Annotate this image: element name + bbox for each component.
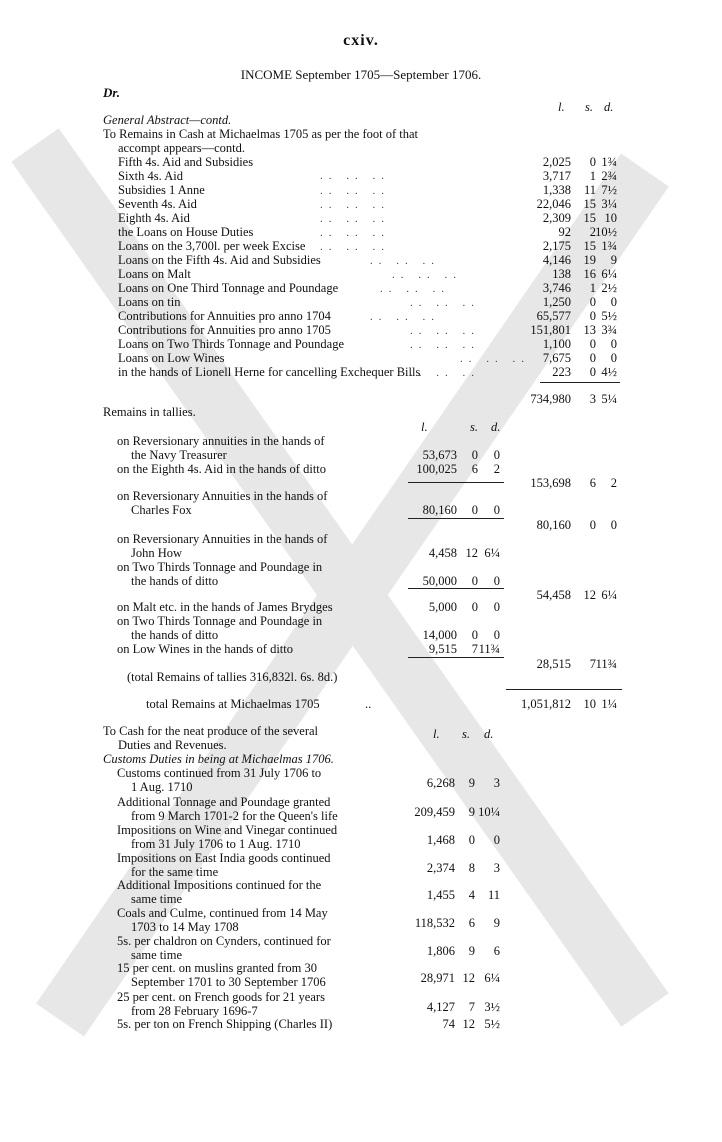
customs-line: Coals and Culme, continued from 14 May bbox=[117, 906, 328, 920]
tally-amount-pence: 0 bbox=[493, 503, 500, 517]
tally-subtotal-shillings: 12 bbox=[583, 588, 596, 602]
cash-item-label: Loans on the Fifth 4s. Aid and Subsidies bbox=[118, 253, 321, 267]
leader-dots: .. .. .. bbox=[460, 353, 530, 365]
tally-amount-pence: 0 bbox=[493, 600, 500, 614]
customs-amount-pence: 10¼ bbox=[478, 805, 500, 819]
cash-item-shillings: 15 bbox=[583, 239, 596, 253]
cash-item-label: Loans on Two Thirds Tonnage and Poundage bbox=[118, 337, 345, 351]
tally-amount-pence: 2 bbox=[493, 462, 500, 476]
tally-subtotal-pence: 2 bbox=[610, 476, 617, 490]
tally-line: on Reversionary annuities in the hands of bbox=[117, 434, 325, 448]
cash-item-pence: 2½ bbox=[601, 281, 617, 295]
customs-line: Impositions on Wine and Vinegar continued bbox=[117, 823, 338, 837]
sum-rule bbox=[408, 482, 504, 483]
leader-dots: .. .. .. bbox=[320, 170, 390, 182]
remains-total-dots: .. bbox=[365, 697, 372, 711]
customs-line: Additional Tonnage and Poundage granted bbox=[117, 795, 331, 809]
tally-line: on Malt etc. in the hands of James Brydges bbox=[117, 600, 333, 614]
tally-amount-shillings: 0 bbox=[471, 628, 478, 642]
cash-item-pounds: 2,309 bbox=[542, 211, 571, 225]
cash-total-pence: 5¼ bbox=[601, 392, 617, 406]
customs-line: 25 per cent. on French goods for 21 years bbox=[117, 990, 325, 1004]
cash-item-shillings: 15 bbox=[583, 211, 596, 225]
customs-amount-pounds: 6,268 bbox=[426, 776, 455, 790]
customs-amount-shillings: 9 bbox=[468, 776, 475, 790]
cash-item-pence: 2¾ bbox=[601, 169, 617, 183]
cash-item-pounds: 151,801 bbox=[530, 323, 571, 337]
tally-line: on Two Thirds Tonnage and Poundage in bbox=[117, 560, 323, 574]
cash-item-shillings: 15 bbox=[583, 197, 596, 211]
col-head-s: s. bbox=[585, 100, 593, 114]
customs-amount-pounds: 4,127 bbox=[426, 1000, 455, 1014]
cash-item-pence: 10½ bbox=[595, 225, 617, 239]
tally-amount-shillings: 6 bbox=[471, 462, 478, 476]
tally-amount-pence: 0 bbox=[493, 448, 500, 462]
dr-label: Dr. bbox=[103, 85, 120, 100]
leader-dots: .. .. .. bbox=[320, 185, 390, 197]
customs-amount-shillings: 12 bbox=[462, 971, 475, 985]
remains-total-shillings: 10 bbox=[583, 697, 596, 711]
cash-item-pounds: 1,250 bbox=[542, 295, 571, 309]
customs-line: September 1701 to 30 September 1706 bbox=[131, 975, 326, 989]
cash-item-shillings: 1 bbox=[589, 169, 596, 183]
cash-item-label: Loans on tin bbox=[118, 295, 181, 309]
section-heading: General Abstract—contd. bbox=[103, 113, 232, 127]
customs-amount-pounds: 1,806 bbox=[426, 944, 455, 958]
customs-amount-pounds: 1,468 bbox=[426, 833, 455, 847]
tally-subtotal-shillings: 6 bbox=[589, 476, 596, 490]
leader-dots: .. .. .. bbox=[370, 311, 440, 323]
cash-item-pence: 9 bbox=[610, 253, 617, 267]
cash-item-pence: 3¼ bbox=[601, 197, 617, 211]
tally-amount-pounds: 100,025 bbox=[416, 462, 457, 476]
cash-produce-cont: Duties and Revenues. bbox=[118, 738, 227, 752]
customs-amount-pence: 6 bbox=[493, 944, 500, 958]
col-head-l: l. bbox=[558, 100, 565, 114]
tallies-heading: Remains in tallies. bbox=[103, 405, 196, 419]
cash-item-pence: 3¾ bbox=[601, 323, 617, 337]
tally-line: on Low Wines in the hands of ditto bbox=[117, 642, 293, 656]
customs-line: same time bbox=[131, 948, 183, 962]
tally-amount-pence: 6¼ bbox=[484, 546, 500, 560]
tally-line: Charles Fox bbox=[131, 503, 192, 517]
cash-item-label: Eighth 4s. Aid bbox=[118, 211, 190, 225]
tally-amount-pounds: 5,000 bbox=[428, 600, 457, 614]
cash-item-shillings: 0 bbox=[589, 351, 596, 365]
customs-amount-shillings: 9 bbox=[468, 944, 475, 958]
produce-col-head-l: l. bbox=[433, 727, 440, 741]
tally-amount-pence: 0 bbox=[493, 628, 500, 642]
customs-line: from 9 March 1701-2 for the Queen's life bbox=[131, 809, 338, 823]
customs-amount-pounds: 1,455 bbox=[426, 888, 455, 902]
cash-item-pounds: 22,046 bbox=[536, 197, 571, 211]
cash-item-pence: 0 bbox=[610, 295, 617, 309]
cash-item-pence: 1¾ bbox=[601, 155, 617, 169]
cash-item-label: Subsidies 1 Anne bbox=[118, 183, 205, 197]
tally-line: on Two Thirds Tonnage and Poundage in bbox=[117, 614, 323, 628]
tally-subtotal-pence: 6¼ bbox=[601, 588, 617, 602]
tally-line: John How bbox=[131, 546, 183, 560]
cash-item-pence: 7½ bbox=[601, 183, 617, 197]
cash-item-pounds: 7,675 bbox=[542, 351, 571, 365]
customs-amount-pounds: 2,374 bbox=[426, 861, 455, 875]
customs-line: Customs continued from 31 July 1706 to bbox=[117, 766, 322, 780]
cash-item-shillings: 0 bbox=[589, 295, 596, 309]
leader-dots: .. .. .. bbox=[320, 227, 390, 239]
customs-line: same time bbox=[131, 892, 183, 906]
tally-amount-pounds: 53,673 bbox=[422, 448, 457, 462]
sum-rule bbox=[408, 657, 504, 658]
cash-item-pounds: 2,025 bbox=[542, 155, 571, 169]
tally-amount-pounds: 4,458 bbox=[428, 546, 457, 560]
cash-item-label: Loans on the 3,700l. per week Excise bbox=[118, 239, 306, 253]
tally-subtotal-shillings: 7 bbox=[589, 657, 596, 671]
cash-item-pounds: 65,577 bbox=[536, 309, 571, 323]
cash-item-shillings: 0 bbox=[589, 337, 596, 351]
produce-col-head-d: d. bbox=[484, 727, 494, 741]
tally-line: the hands of ditto bbox=[131, 628, 219, 642]
customs-amount-shillings: 4 bbox=[468, 888, 475, 902]
tally-amount-shillings: 0 bbox=[471, 448, 478, 462]
customs-amount-pence: 11 bbox=[487, 888, 500, 902]
cash-item-pounds: 3,717 bbox=[542, 169, 571, 183]
cash-item-label: Loans on Low Wines bbox=[118, 351, 225, 365]
cash-item-pounds: 1,100 bbox=[542, 337, 571, 351]
tally-amount-pounds: 14,000 bbox=[422, 628, 457, 642]
tally-subtotal-pounds: 153,698 bbox=[530, 476, 571, 490]
customs-line: 5s. per chaldron on Cynders, continued for bbox=[117, 934, 331, 948]
cash-total-pounds: 734,980 bbox=[530, 392, 571, 406]
customs-line: from 28 February 1696-7 bbox=[131, 1004, 258, 1018]
customs-amount-shillings: 12 bbox=[462, 1017, 475, 1031]
cash-item-shillings: 0 bbox=[589, 155, 596, 169]
leader-dots: .. .. .. bbox=[320, 199, 390, 211]
remains-intro: To Remains in Cash at Michaelmas 1705 as per the foot of that bbox=[103, 127, 419, 141]
cash-item-shillings: 16 bbox=[583, 267, 596, 281]
cash-item-pence: 0 bbox=[610, 337, 617, 351]
customs-line: 1703 to 14 May 1708 bbox=[131, 920, 239, 934]
cash-item-label: Contributions for Annuities pro anno 1704 bbox=[118, 309, 331, 323]
cash-item-pence: 4½ bbox=[601, 365, 617, 379]
tally-col-head-l: l. bbox=[421, 420, 428, 434]
customs-line: from 31 July 1706 to 1 Aug. 1710 bbox=[131, 837, 301, 851]
customs-amount-pounds: 28,971 bbox=[420, 971, 455, 985]
sum-rule bbox=[408, 518, 504, 519]
tally-amount-pence: 11¾ bbox=[478, 642, 500, 656]
cash-item-label: Loans on One Third Tonnage and Poundage bbox=[118, 281, 339, 295]
tally-amount-shillings: 0 bbox=[471, 600, 478, 614]
tally-amount-pence: 0 bbox=[493, 574, 500, 588]
customs-amount-shillings: 7 bbox=[468, 1000, 475, 1014]
tally-line: on Reversionary Annuities in the hands of bbox=[117, 532, 328, 546]
tally-col-head-d: d. bbox=[491, 420, 501, 434]
cash-item-shillings: 11 bbox=[583, 183, 596, 197]
cash-item-pence: 1¾ bbox=[601, 239, 617, 253]
tally-amount-shillings: 0 bbox=[471, 503, 478, 517]
cash-produce: To Cash for the neat produce of the several bbox=[103, 724, 319, 738]
tally-col-head-s: s. bbox=[470, 420, 478, 434]
tally-subtotal-pounds: 80,160 bbox=[536, 518, 571, 532]
cash-item-pounds: 3,746 bbox=[542, 281, 571, 295]
tally-line: on the Eighth 4s. Aid in the hands of ditto bbox=[117, 462, 327, 476]
cash-item-shillings: 2 bbox=[589, 225, 596, 239]
customs-amount-pence: 3 bbox=[493, 776, 500, 790]
customs-line: for the same time bbox=[131, 865, 219, 879]
customs-amount-pounds: 74 bbox=[442, 1017, 455, 1031]
leader-dots: .. .. .. bbox=[320, 241, 390, 253]
tallies-total-note: (total Remains of tallies 316,832l. 6s. 8d.) bbox=[127, 670, 338, 684]
tally-subtotal-pounds: 28,515 bbox=[536, 657, 571, 671]
cash-item-shillings: 0 bbox=[589, 309, 596, 323]
cash-item-pence: 0 bbox=[610, 351, 617, 365]
customs-amount-pounds: 209,459 bbox=[414, 805, 455, 819]
sum-rule bbox=[540, 382, 620, 383]
sum-rule bbox=[506, 689, 622, 690]
customs-amount-pence: 3½ bbox=[484, 1000, 500, 1014]
cash-item-label: Contributions for Annuities pro anno 1705 bbox=[118, 323, 331, 337]
cash-item-pounds: 223 bbox=[552, 365, 571, 379]
customs-line: Additional Impositions continued for the bbox=[117, 878, 322, 892]
cash-item-pounds: 4,146 bbox=[542, 253, 571, 267]
customs-amount-pence: 9 bbox=[493, 916, 500, 930]
customs-amount-pence: 6¼ bbox=[484, 971, 500, 985]
cash-item-label: Seventh 4s. Aid bbox=[118, 197, 197, 211]
tally-line: the Navy Treasurer bbox=[131, 448, 227, 462]
cash-item-label: Loans on Malt bbox=[118, 267, 191, 281]
remains-intro-cont: accompt appears—contd. bbox=[118, 141, 246, 155]
cash-item-pence: 6¼ bbox=[601, 267, 617, 281]
leader-dots: .. .. .. bbox=[410, 297, 480, 309]
customs-line: 1 Aug. 1710 bbox=[131, 780, 193, 794]
customs-line: 5s. per ton on French Shipping (Charles II) bbox=[117, 1017, 333, 1031]
cash-item-pence: 5½ bbox=[601, 309, 617, 323]
tally-subtotal-pence: 11¾ bbox=[595, 657, 617, 671]
cash-item-pounds: 138 bbox=[552, 267, 571, 281]
cash-item-label: Fifth 4s. Aid and Subsidies bbox=[118, 155, 254, 169]
cash-item-pounds: 2,175 bbox=[542, 239, 571, 253]
tally-amount-pounds: 9,515 bbox=[428, 642, 457, 656]
produce-col-head-s: s. bbox=[462, 727, 470, 741]
customs-amount-pence: 5½ bbox=[484, 1017, 500, 1031]
cash-item-shillings: 1 bbox=[589, 281, 596, 295]
tally-line: on Reversionary Annuities in the hands of bbox=[117, 489, 328, 503]
tally-line: the hands of ditto bbox=[131, 574, 219, 588]
tally-subtotal-pounds: 54,458 bbox=[536, 588, 571, 602]
cash-item-shillings: 19 bbox=[583, 253, 596, 267]
tally-amount-shillings: 0 bbox=[471, 574, 478, 588]
remains-total-pounds: 1,051,812 bbox=[521, 697, 571, 711]
leader-dots: .. .. .. bbox=[410, 339, 480, 351]
running-title: INCOME September 1705—September 1706. bbox=[240, 67, 482, 82]
tally-amount-pounds: 50,000 bbox=[422, 574, 457, 588]
cash-item-label: the Loans on House Duties bbox=[118, 225, 254, 239]
tally-amount-pounds: 80,160 bbox=[422, 503, 457, 517]
tally-amount-shillings: 7 bbox=[471, 642, 478, 656]
customs-amount-shillings: 9 bbox=[468, 805, 475, 819]
page-number: cxiv. bbox=[343, 32, 379, 49]
leader-dots: .. .. .. bbox=[410, 367, 480, 379]
cash-item-pounds: 1,338 bbox=[542, 183, 571, 197]
customs-amount-pence: 3 bbox=[493, 861, 500, 875]
customs-amount-shillings: 6 bbox=[468, 916, 475, 930]
customs-heading: Customs Duties in being at Michaelmas 1706. bbox=[103, 752, 334, 766]
customs-line: 15 per cent. on muslins granted from 30 bbox=[117, 961, 317, 975]
leader-dots: .. .. .. bbox=[410, 325, 480, 337]
cash-item-label: Sixth 4s. Aid bbox=[118, 169, 183, 183]
cash-item-pounds: 92 bbox=[558, 225, 571, 239]
leader-dots: .. .. .. bbox=[392, 269, 462, 281]
leader-dots: .. .. .. bbox=[320, 213, 390, 225]
cash-item-pence: 10 bbox=[604, 211, 617, 225]
leader-dots: .. .. .. bbox=[370, 255, 440, 267]
cash-item-shillings: 0 bbox=[589, 365, 596, 379]
cash-total-shillings: 3 bbox=[589, 392, 596, 406]
leader-dots: .. .. .. bbox=[380, 283, 450, 295]
tally-subtotal-pence: 0 bbox=[610, 518, 617, 532]
customs-amount-pounds: 118,532 bbox=[414, 916, 455, 930]
tally-subtotal-shillings: 0 bbox=[589, 518, 596, 532]
customs-amount-pence: 0 bbox=[493, 833, 500, 847]
col-head-d: d. bbox=[604, 100, 614, 114]
customs-line: Impositions on East India goods continued bbox=[117, 851, 331, 865]
customs-amount-shillings: 8 bbox=[468, 861, 475, 875]
tally-amount-shillings: 12 bbox=[465, 546, 478, 560]
cash-item-shillings: 13 bbox=[583, 323, 596, 337]
sum-rule bbox=[408, 588, 504, 589]
cash-item-label: in the hands of Lionell Herne for cancelling Exchequer Bills bbox=[118, 365, 421, 379]
remains-total-pence: 1¼ bbox=[601, 697, 617, 711]
remains-total-label: total Remains at Michaelmas 1705 bbox=[146, 697, 320, 711]
customs-amount-shillings: 0 bbox=[468, 833, 475, 847]
